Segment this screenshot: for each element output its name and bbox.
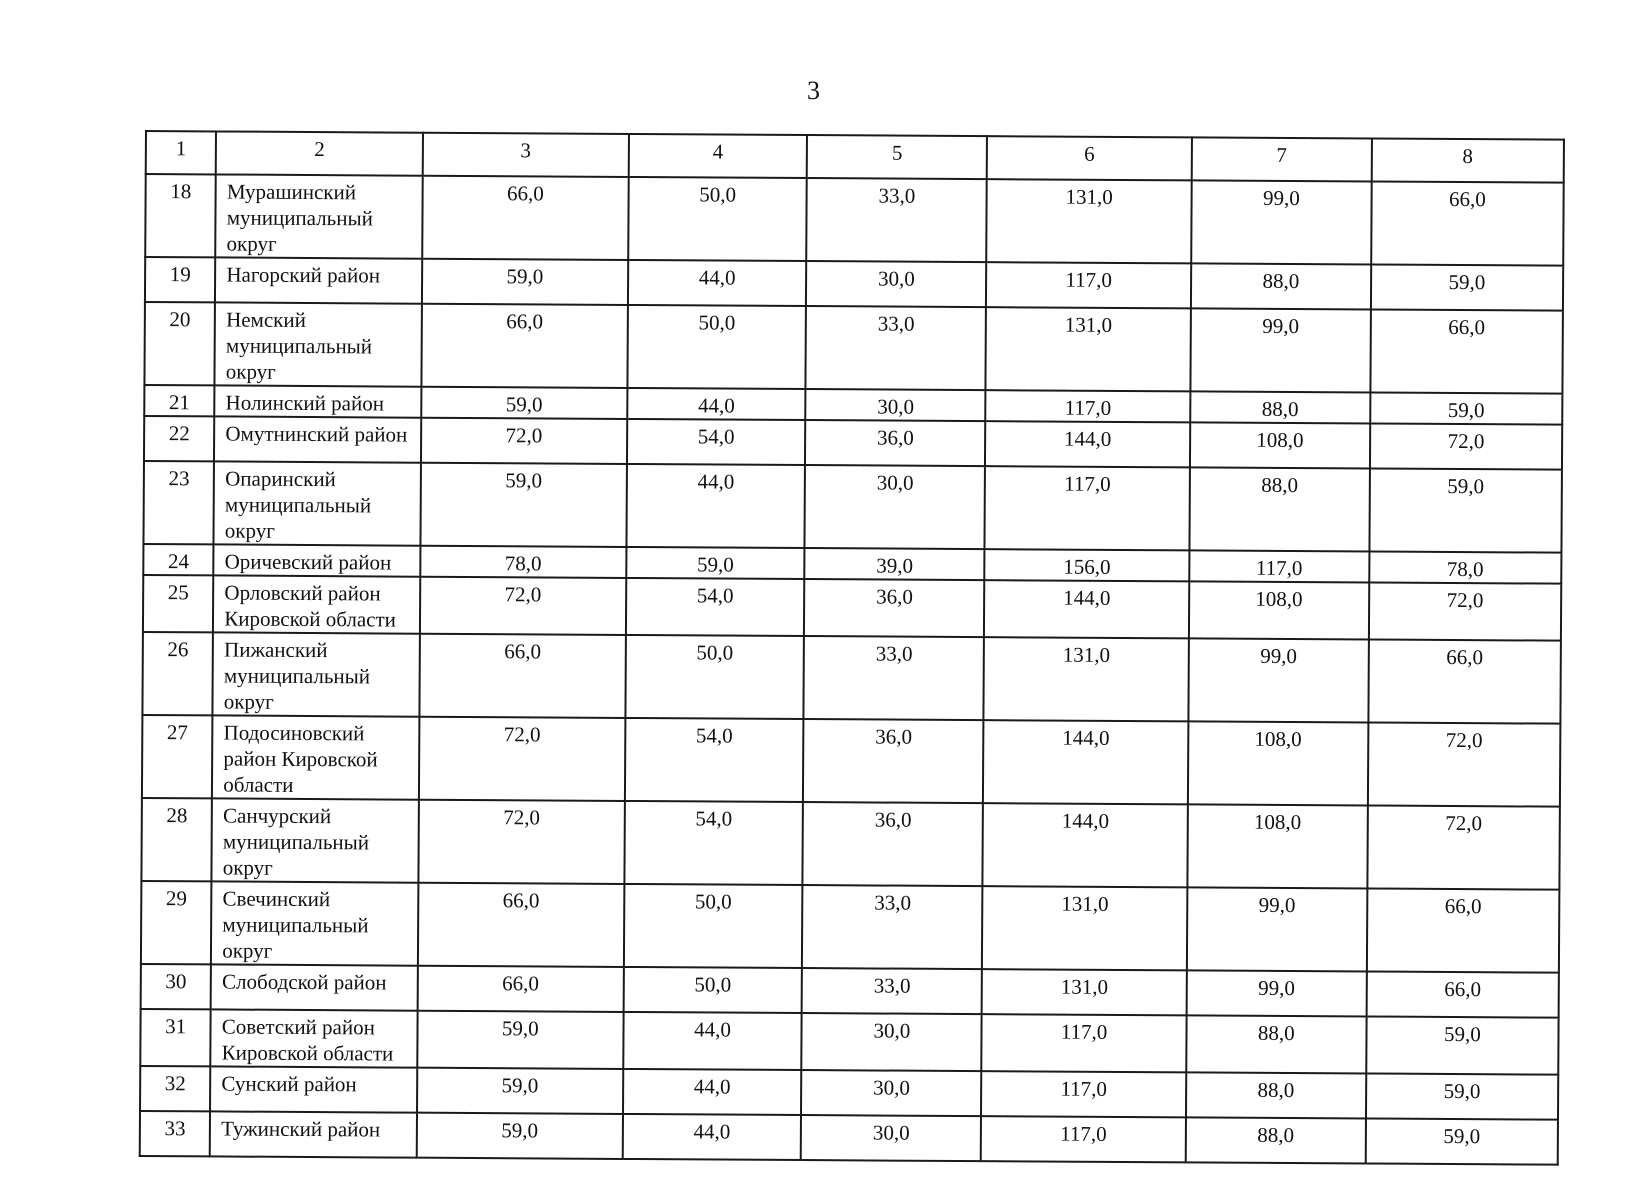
value-cell: 50,0 — [625, 635, 804, 719]
value-cell: 99,0 — [1187, 970, 1367, 1016]
table-row — [144, 302, 1562, 394]
value-cell: 50,0 — [623, 967, 802, 1013]
value-cell: 144,0 — [983, 803, 1188, 887]
value-cell: 117,0 — [982, 1014, 1187, 1072]
name-line: Подосиновский — [223, 720, 365, 746]
value-cell: 59,0 — [417, 1113, 623, 1159]
value-cell: 39,0 — [805, 548, 985, 580]
table-row — [141, 881, 1559, 973]
value-cell: 108,0 — [1189, 581, 1369, 639]
value-cell: 30,0 — [802, 1013, 982, 1071]
column-header: 1 — [146, 131, 217, 174]
value-cell: 144,0 — [984, 580, 1189, 638]
value-cell: 117,0 — [985, 466, 1190, 550]
name-line: муниципальный — [226, 205, 373, 231]
name-line: Свечинский — [222, 886, 331, 912]
name-line: округ — [226, 231, 277, 256]
value-cell: 44,0 — [628, 260, 807, 306]
name-line: Кировской области — [224, 606, 397, 632]
name-line: округ — [224, 518, 275, 543]
value-cell: 66,0 — [422, 176, 628, 260]
value-cell: 66,0 — [1366, 971, 1559, 1017]
row-number: 21 — [144, 385, 214, 416]
value-cell: 33,0 — [806, 306, 986, 390]
value-cell: 108,0 — [1187, 804, 1367, 888]
value-cell: 30,0 — [801, 1070, 981, 1116]
municipality-name — [215, 385, 422, 417]
value-cell: 117,0 — [986, 390, 1191, 422]
name-line: муниципальный — [222, 829, 370, 855]
name-line: округ — [222, 938, 273, 963]
name-line: муниципальный — [225, 333, 373, 359]
value-cell: 131,0 — [986, 307, 1191, 391]
value-cell: 144,0 — [983, 720, 1188, 804]
value-cell: 72,0 — [420, 577, 626, 635]
value-cell: 72,0 — [419, 717, 625, 801]
row-number: 23 — [143, 461, 214, 544]
name-line: Орловский район — [224, 580, 381, 606]
table-row — [140, 1009, 1558, 1075]
value-cell: 78,0 — [1369, 551, 1561, 583]
value-cell: 59,0 — [421, 387, 627, 419]
municipality-name — [214, 416, 421, 462]
value-cell: 88,0 — [1186, 1015, 1366, 1073]
value-cell: 108,0 — [1190, 422, 1370, 468]
row-number: 31 — [140, 1009, 211, 1066]
table-row — [143, 575, 1561, 641]
value-cell: 50,0 — [624, 884, 803, 968]
value-cell: 72,0 — [1370, 423, 1563, 469]
value-cell: 50,0 — [627, 305, 806, 389]
value-cell: 30,0 — [801, 1115, 981, 1161]
municipality-name — [212, 798, 419, 882]
value-cell: 59,0 — [1370, 392, 1562, 424]
value-cell: 99,0 — [1188, 638, 1368, 722]
column-header: 3 — [423, 133, 629, 177]
table-row — [141, 798, 1559, 890]
value-cell: 131,0 — [984, 637, 1189, 721]
data-table — [139, 130, 1565, 1166]
name-line: Оричевский район — [224, 549, 392, 575]
value-cell: 54,0 — [626, 578, 805, 636]
value-cell: 44,0 — [623, 1069, 802, 1115]
municipality-name — [214, 461, 421, 545]
value-cell: 44,0 — [622, 1114, 801, 1160]
value-cell: 117,0 — [981, 1116, 1186, 1162]
value-cell: 30,0 — [806, 389, 986, 421]
value-cell: 59,0 — [1366, 1073, 1559, 1119]
name-line: муниципальный — [223, 663, 371, 689]
municipality-name — [213, 632, 420, 716]
value-cell: 156,0 — [985, 549, 1190, 581]
name-line: Опаринский — [225, 466, 336, 492]
column-header: 5 — [807, 135, 987, 179]
municipality-name — [215, 174, 422, 258]
name-line: муниципальный — [224, 492, 372, 518]
value-cell: 131,0 — [982, 969, 1187, 1015]
value-cell: 66,0 — [1367, 888, 1560, 972]
name-line: Санчурский — [223, 803, 332, 829]
name-line: Мурашинский — [226, 179, 357, 205]
value-cell: 44,0 — [623, 1012, 802, 1070]
value-cell: 99,0 — [1190, 308, 1370, 392]
value-cell: 36,0 — [805, 420, 985, 466]
value-cell: 66,0 — [1371, 181, 1564, 265]
value-cell: 72,0 — [1369, 582, 1562, 640]
name-line: Нолинский район — [225, 390, 385, 416]
value-cell: 59,0 — [420, 463, 626, 547]
value-cell: 59,0 — [1371, 264, 1564, 310]
value-cell: 44,0 — [627, 388, 806, 420]
value-cell: 117,0 — [981, 1071, 1186, 1117]
table-row — [140, 1111, 1558, 1165]
municipality-name — [210, 1066, 417, 1112]
value-cell: 59,0 — [417, 1011, 623, 1069]
value-cell: 33,0 — [802, 885, 982, 969]
name-line: Кировской области — [221, 1040, 394, 1066]
municipality-name — [211, 964, 418, 1010]
column-header: 4 — [628, 134, 807, 178]
value-cell: 88,0 — [1190, 391, 1370, 423]
value-cell: 36,0 — [803, 719, 983, 803]
value-cell: 99,0 — [1187, 887, 1367, 971]
value-cell: 54,0 — [627, 419, 806, 465]
row-number: 27 — [142, 715, 213, 798]
value-cell: 72,0 — [418, 800, 624, 884]
name-line: округ — [225, 359, 276, 384]
name-line: район Кировской — [223, 746, 378, 772]
municipality-name — [212, 715, 419, 799]
value-cell: 117,0 — [1189, 550, 1369, 582]
table-row — [142, 715, 1560, 807]
municipality-name — [214, 544, 421, 576]
row-number: 33 — [140, 1111, 211, 1156]
value-cell: 66,0 — [1370, 309, 1563, 393]
value-cell: 54,0 — [625, 718, 804, 802]
value-cell: 144,0 — [985, 421, 1190, 467]
municipality-name — [213, 575, 420, 633]
value-cell: 72,0 — [1367, 805, 1560, 889]
table-row — [142, 632, 1560, 724]
value-cell: 88,0 — [1191, 263, 1371, 309]
name-line: Пижанский — [224, 637, 328, 663]
value-cell: 108,0 — [1188, 721, 1368, 805]
name-line: Тужинский район — [221, 1116, 381, 1142]
name-line: Омутнинский район — [225, 421, 408, 447]
row-number: 30 — [141, 964, 212, 1009]
table-row — [145, 174, 1563, 266]
value-cell: 117,0 — [986, 262, 1191, 308]
value-cell: 59,0 — [417, 1068, 623, 1114]
name-line: Советский район — [221, 1014, 375, 1040]
name-line: Слободской район — [221, 969, 387, 995]
value-cell: 66,0 — [419, 634, 625, 718]
value-cell: 88,0 — [1186, 1072, 1366, 1118]
value-cell: 66,0 — [418, 883, 624, 967]
value-cell: 50,0 — [628, 177, 807, 261]
municipality-name — [211, 1009, 418, 1067]
value-cell: 131,0 — [982, 886, 1187, 970]
value-cell: 33,0 — [802, 968, 982, 1014]
municipality-name — [211, 881, 418, 965]
value-cell: 78,0 — [420, 546, 626, 578]
name-line: округ — [222, 855, 273, 880]
value-cell: 66,0 — [421, 304, 627, 388]
name-line: округ — [223, 689, 274, 714]
name-line: Сунский район — [221, 1071, 357, 1097]
name-line: Немский — [226, 307, 306, 332]
value-cell: 72,0 — [421, 418, 627, 464]
row-number: 24 — [143, 544, 213, 575]
value-cell: 36,0 — [804, 579, 984, 637]
value-cell: 30,0 — [805, 465, 985, 549]
name-line: муниципальный — [222, 912, 369, 938]
row-number: 22 — [144, 416, 215, 461]
value-cell: 44,0 — [626, 464, 805, 548]
row-number: 26 — [142, 632, 213, 715]
value-cell: 30,0 — [806, 261, 986, 307]
value-cell: 54,0 — [624, 801, 803, 885]
value-cell: 72,0 — [1368, 722, 1561, 806]
value-cell: 59,0 — [422, 259, 628, 305]
value-cell: 88,0 — [1189, 467, 1369, 551]
row-number: 19 — [145, 257, 216, 302]
row-number: 29 — [141, 881, 212, 964]
row-number: 28 — [141, 798, 212, 881]
value-cell: 99,0 — [1191, 180, 1371, 264]
value-cell: 59,0 — [1366, 1016, 1559, 1074]
value-cell: 59,0 — [626, 547, 805, 579]
municipality-name — [215, 257, 422, 303]
value-cell: 88,0 — [1186, 1117, 1366, 1163]
value-cell: 33,0 — [804, 636, 984, 720]
value-cell: 59,0 — [1365, 1118, 1558, 1164]
table-row — [143, 461, 1561, 553]
row-number: 25 — [143, 575, 214, 632]
value-cell: 33,0 — [807, 178, 987, 262]
value-cell: 131,0 — [986, 179, 1191, 263]
municipality-name — [215, 302, 422, 386]
municipality-name — [210, 1111, 417, 1157]
row-number: 32 — [140, 1066, 211, 1111]
value-cell: 59,0 — [1369, 468, 1562, 552]
row-number: 18 — [145, 174, 216, 257]
name-line: Нагорский район — [226, 262, 381, 288]
column-header: 2 — [216, 131, 423, 175]
row-number: 20 — [144, 302, 215, 385]
page-number: 3 — [807, 76, 820, 105]
column-header: 8 — [1371, 138, 1564, 182]
name-line: области — [223, 772, 294, 797]
value-cell: 66,0 — [418, 966, 624, 1012]
value-cell: 36,0 — [803, 802, 983, 886]
column-header: 6 — [987, 136, 1192, 180]
value-cell: 66,0 — [1368, 639, 1561, 723]
column-header: 7 — [1192, 137, 1372, 181]
